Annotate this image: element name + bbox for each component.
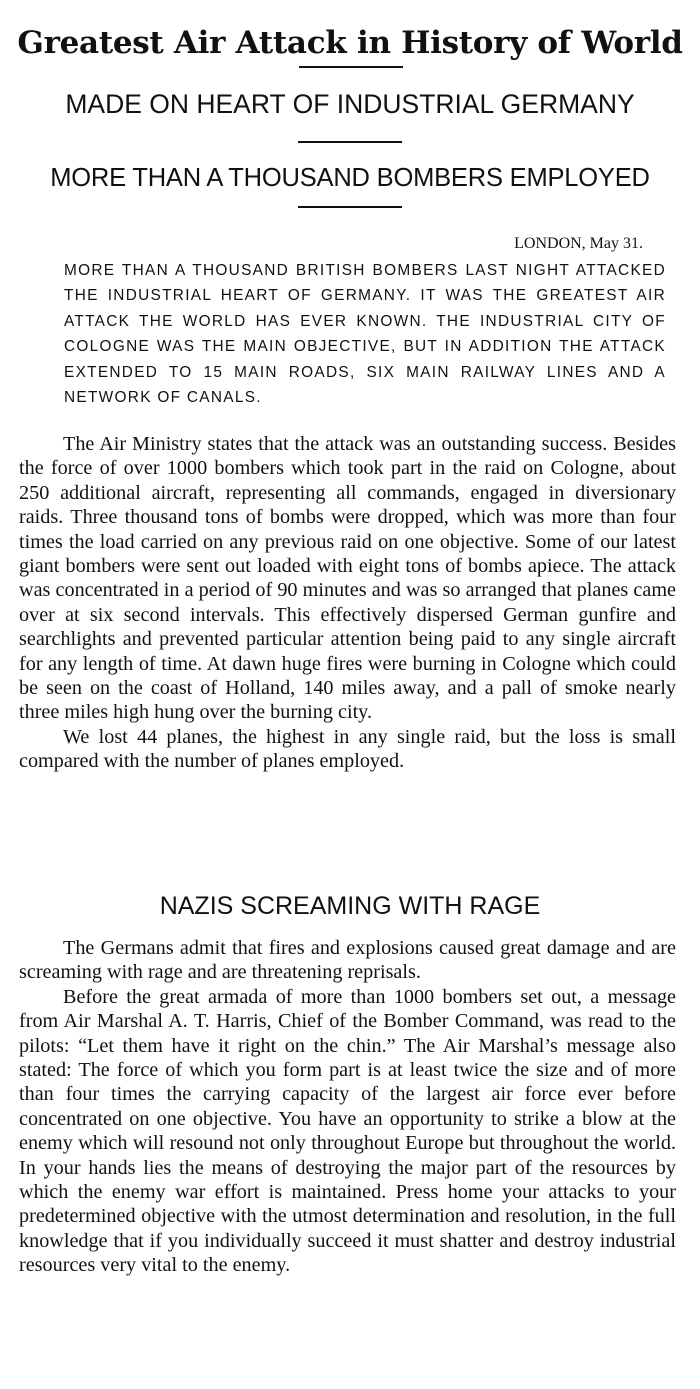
article-body <box>19 432 676 774</box>
lead-paragraph <box>36 258 666 410</box>
divider-rule <box>298 141 402 143</box>
dateline: LONDON, May 31. <box>514 235 643 252</box>
subheadline-thousand-bombers: MORE THAN A THOUSAND BOMBERS EMPLOYED <box>50 164 650 192</box>
lead-text: MORE THAN A THOUSAND BRITISH BOMBERS LAST NIGHT ATTACKED THE INDUSTRIAL HEART OF GERMANY. IT WAS THE GREATEST AIR ATTACK THE WORLD HAS EVER KNOWN. THE INDUSTRIAL CITY OF COLOGNE WAS THE MAIN OBJECTIVE, BUT IN ADDITION THE ATTACK EXTENDED TO 15 MAIN ROADS, SIX MAIN RAILWAY LINES AND A NETWORK OF CANALS. <box>64 262 666 407</box>
subheadline-industrial-germany: MADE ON HEART OF INDUSTRIAL GERMANY <box>65 89 635 119</box>
divider-rule <box>299 66 403 68</box>
headline: Greatest Air Attack in History of World <box>17 24 683 61</box>
body-paragraph: The Air Ministry states that the attack was an outstanding success. Besides the force of over 1000 bombers which took part in the raid on Cologne, about 250 additional aircraft, representing all commands, engaged in diversionary raids. Three thousand tons of bombs were dropped, which was more than four times the load carried on any previous raid on one objective. Some of our latest giant bombers were sent out loaded with eight tons of bombs apiece. The attack was concentrated in a period of 90 minutes and was so arranged that planes came over at six second intervals. This effectively dispersed German gunfire and searchlights and prevented particular attention being paid to any single aircraft for any length of time. At dawn huge fires were burning in Cologne which could be seen on the coast of Holland, 140 miles away, and a pall of smoke nearly three miles high hung over the burning city. <box>19 433 676 724</box>
section-heading: NAZIS SCREAMING WITH RAGE <box>159 892 541 920</box>
section-body <box>19 936 676 1278</box>
body-paragraph: We lost 44 planes, the highest in any single raid, but the loss is small compared with the number of planes employed. <box>19 725 676 773</box>
divider-rule <box>298 206 402 208</box>
section-paragraph: Before the great armada of more than 1000 bombers set out, a message from Air Marshal A. T. Harris, Chief of the Bomber Command, was read to the pilots: “Let them have it right on the chin.” The Air Marshal’s message also stated: The force of which you form part is at least twice the size and of more than four times the carrying capacity of the largest air force ever before concentrated on one objective. You have an opportunity to strike a blow at the enemy which will resound not only throughout Europe but throughout the world. In your hands lies the means of destroying the major part of the resources by which the enemy war effort is maintained. Press home your attacks to your predetermined objective with the utmost determination and resolution, in the full knowledge that if you individually succeed it must shatter and destroy industrial resources very vital to the enemy. <box>19 985 676 1277</box>
section-paragraph: The Germans admit that fires and explosions caused great damage and are screaming with rage and are threatening reprisals. <box>19 937 676 984</box>
